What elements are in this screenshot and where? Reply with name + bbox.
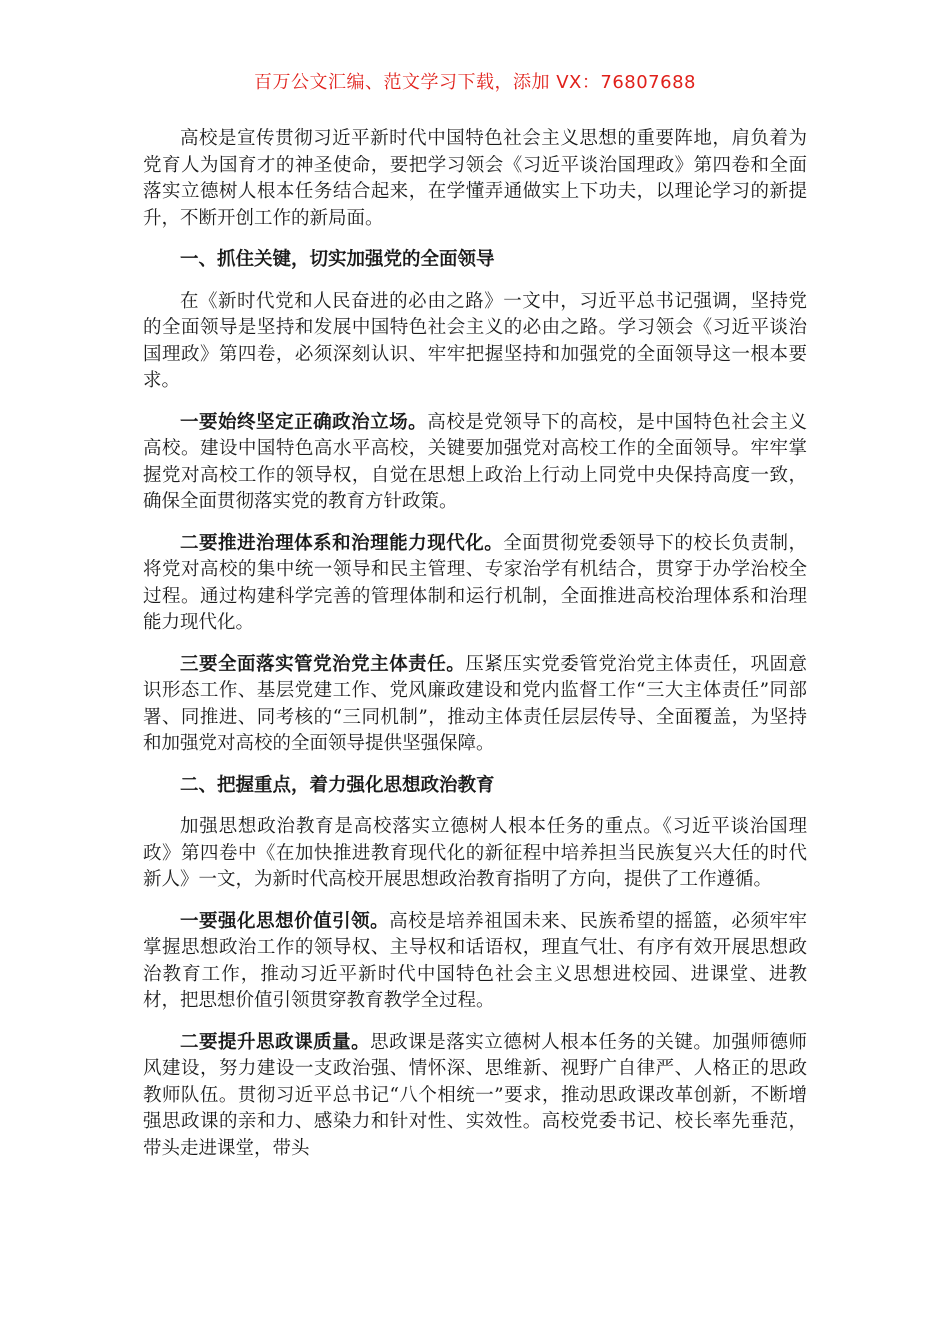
document-body <box>143 126 807 1177</box>
section-1-point-2 <box>143 531 807 637</box>
section-2-point-1 <box>143 909 807 1015</box>
watermark-header: 百万公文汇编、范文学习下载，添加 VX：76807688 <box>254 72 696 93</box>
intro-paragraph: 高校是宣传贯彻习近平新时代中国特色社会主义思想的重要阵地，肩负着为党育人为国育才的神圣使命，要把学习领会《习近平谈治国理政》第四卷和全面落实立德树人根本任务结合起来，在学懂弄通做实上下功夫，以理论学习的新提升，不断开创工作的新局面。 <box>143 128 807 229</box>
point-text: 高校是培养祖国未来、民族希望的摇篮，必须牢牢掌握思想政治工作的领导权、主导权和话语权，理直气壮、有序有效开展思想政治教育工作，推动习近平新时代中国特色社会主义思想进校园、进课堂、进教材，把思想价值引领贯穿教育教学全过程。 <box>143 910 807 1011</box>
point-lead: 一要强化思想价值引领。 <box>180 910 390 932</box>
point-text: 压紧压实党委管党治党主体责任，巩固意识形态工作、基层党建工作、党风廉政建设和党内监督工作“三大主体责任”同部署、同推进、同考核的“三同机制”，推动主体责任层层传导、全面覆盖，为坚持和加强党对高校的全面领导提供坚强保障。 <box>143 653 807 754</box>
point-lead: 二要提升思政课质量。 <box>180 1031 371 1053</box>
section-2-intro: 加强思想政治教育是高校落实立德树人根本任务的重点。《习近平谈治国理政》第四卷中《在加快推进教育现代化的新征程中培养担当民族复兴大任的时代新人》一文，为新时代高校开展思想政治教育指明了方向，提供了工作遵循。 <box>143 816 807 890</box>
point-text: 全面贯彻党委领导下的校长负责制，将党对高校的集中统一领导和民主管理、专家治学有机结合，贯穿于办学治校全过程。通过构建科学完善的管理体制和运行机制，全面推进高校治理体系和治理能力现代化。 <box>143 532 807 633</box>
point-lead: 二要推进治理体系和治理能力现代化。 <box>180 532 504 554</box>
section-2-heading: 二、把握重点，着力强化思想政治教育 <box>180 774 495 796</box>
section-1-point-1 <box>143 410 807 516</box>
section-2-point-2 <box>143 1030 807 1163</box>
section-1-point-3 <box>143 652 807 758</box>
section-1-intro: 在《新时代党和人民奋进的必由之路》一文中，习近平总书记强调，坚持党的全面领导是坚持和发展中国特色社会主义的必由之路。学习领会《习近平谈治国理政》第四卷，必须深刻认识、牢牢把握坚持和加强党的全面领导这一根本要求。 <box>143 290 807 391</box>
section-1-heading: 一、抓住关键，切实加强党的全面领导 <box>180 249 495 270</box>
point-text: 思政课是落实立德树人根本任务的关键。加强师德师风建设，努力建设一支政治强、情怀深、思维新、视野广自律严、人格正的思政教师队伍。贯彻习近平总书记“八个相统一”要求，推动思政课改革创新，不断增强思政课的亲和力、感染力和针对性、实效性。高校党委书记、校长率先垂范，带头走进课堂，带头 <box>143 1031 807 1159</box>
point-lead: 三要全面落实管党治党主体责任。 <box>180 653 466 675</box>
point-text: 高校是党领导下的高校，是中国特色社会主义高校。建设中国特色高水平高校，关键要加强党对高校工作的全面领导。牢牢掌握党对高校工作的领导权，自觉在思想上政治上行动上同党中央保持高度一致，确保全面贯彻落实党的教育方针政策。 <box>143 411 807 512</box>
point-lead: 一要始终坚定正确政治立场。 <box>180 411 428 433</box>
